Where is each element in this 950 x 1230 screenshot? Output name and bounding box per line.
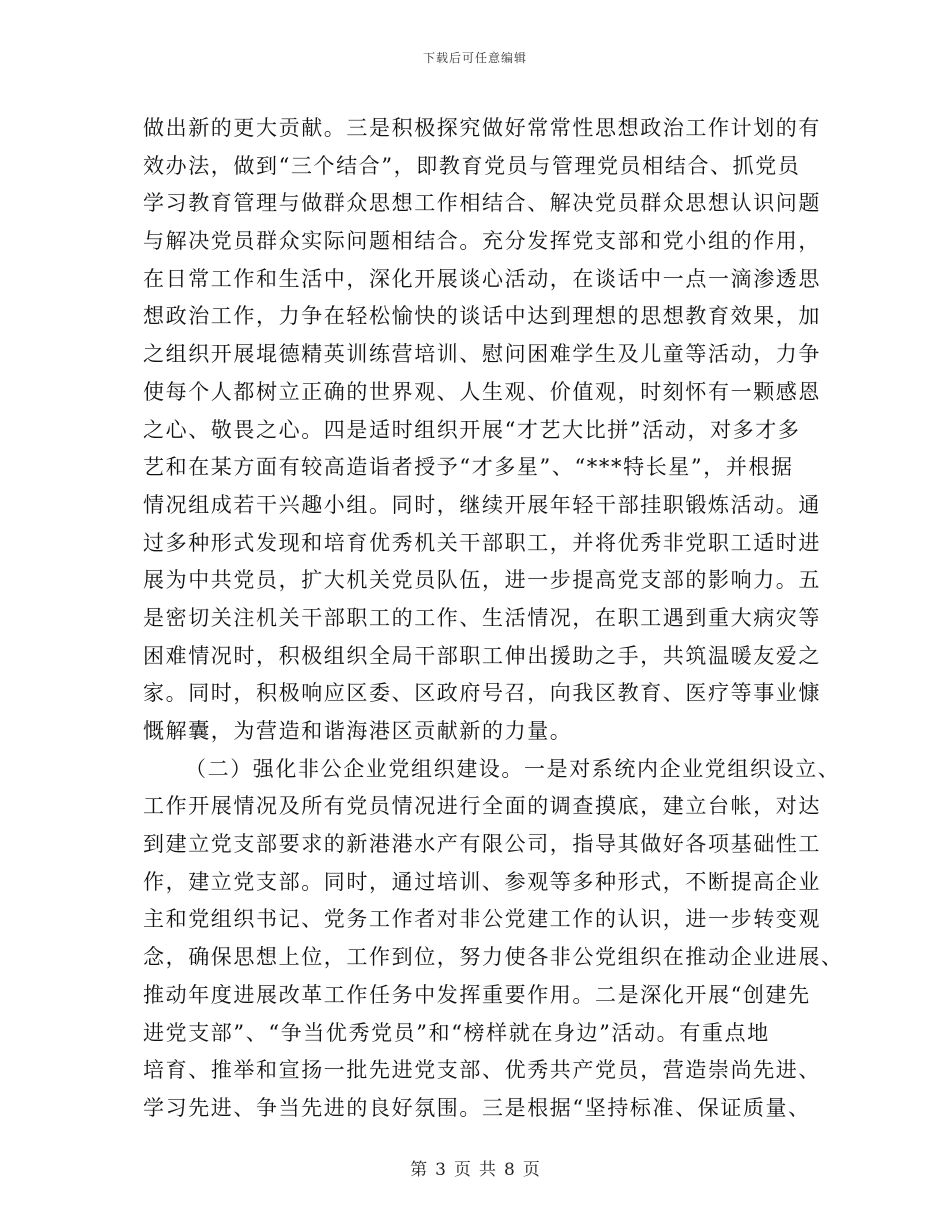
body-line: 学习先进、争当先进的良好氛围。三是根据“坚持标准、保证质量、 [143, 1095, 811, 1120]
total-pages: 8 [504, 1160, 515, 1180]
body-line: 过多种形式发现和培育优秀机关干部职工，并将优秀非党职工适时进 [143, 530, 821, 555]
page-footer [0, 1155, 950, 1180]
footer-prefix: 第 [410, 1160, 428, 1180]
body-line: 效办法，做到“三个结合”，即教育党员与管理党员相结合、抓党员 [143, 153, 801, 178]
paragraph-start-line: （二）强化非公企业党组织建设。一是对系统内企业党组织设立、 [185, 756, 841, 781]
body-line: 工作开展情况及所有党员情况进行全面的调查摸底，建立台帐，对达 [143, 794, 821, 819]
body-line: 艺和在某方面有较高造诣者授予“才多星”、“***特长星”，并根据 [143, 455, 794, 480]
document-body [143, 110, 844, 1128]
body-line: 情况组成若干兴趣小组。同时，继续开展年轻干部挂职锻炼活动。通 [143, 492, 821, 517]
body-line: 到建立党支部要求的新港港水产有限公司，指导其做好各项基础性工 [143, 832, 821, 857]
body-line: 慨解囊，为营造和谐海港区贡献新的力量。 [143, 719, 573, 743]
body-line: 做出新的更大贡献。三是积极探究做好常常性思想政治工作计划的有 [143, 116, 821, 140]
body-line: 作，建立党支部。同时，通过培训、参观等多种形式，不断提高企业 [143, 869, 821, 894]
body-line: 念，确保思想上位，工作到位，努力使各非公党组织在推动企业进展、 [143, 945, 844, 970]
body-line: 培育、推举和宣扬一批先进党支部、优秀共产党员，营造崇尚先进、 [143, 1058, 821, 1083]
footer-total-unit: 页 [522, 1160, 540, 1180]
body-line: 与解决党员群众实际问题相结合。充分发挥党支部和党小组的作用， [143, 229, 821, 254]
footer-total-prefix: 共 [479, 1160, 496, 1180]
body-line: 家。同时，积极响应区委、区政府号召，向我区教育、医疗等事业慷 [143, 681, 821, 706]
body-line: 主和党组织书记、党务工作者对非公党建工作的认识，进一步转变观 [143, 907, 821, 932]
footer-page-unit: 页 [454, 1160, 471, 1180]
body-line: 在日常工作和生活中，深化开展谈心活动，在谈话中一点一滴渗透思 [143, 266, 821, 291]
page-number: 3 [435, 1160, 446, 1180]
body-line: 想政治工作，力争在轻松愉快的谈话中达到理想的思想教育效果，加 [143, 304, 821, 329]
body-line: 之心、敬畏之心。四是适时组织开展“才艺大比拼”活动，对多才多 [143, 417, 801, 442]
body-line: 困难情况时，积极组织全局干部职工伸出援助之手，共筑温暖友爱之 [143, 643, 821, 668]
body-line: 推动年度进展改革工作任务中发挥重要作用。二是深化开展“创建先 [143, 982, 811, 1007]
body-line: 是密切关注机关干部职工的工作、生活情况，在职工遇到重大病灾等 [143, 605, 821, 630]
body-line: 学习教育管理与做群众思想工作相结合、解决党员群众思想认识问题 [143, 191, 821, 216]
body-line: 展为中共党员，扩大机关党员队伍，进一步提高党支部的影响力。五 [143, 568, 821, 593]
page-header: 下载后可任意编辑 [422, 51, 527, 65]
body-line: 使每个人都树立正确的世界观、人生观、价值观，时刻怀有一颗感恩 [143, 379, 821, 404]
body-line: 之组织开展堒德精英训练营培训、慰问困难学生及儿童等活动，力争 [143, 342, 821, 367]
body-line: 进党支部”、“争当优秀党员”和“榜样就在身边”活动。有重点地 [143, 1020, 770, 1045]
